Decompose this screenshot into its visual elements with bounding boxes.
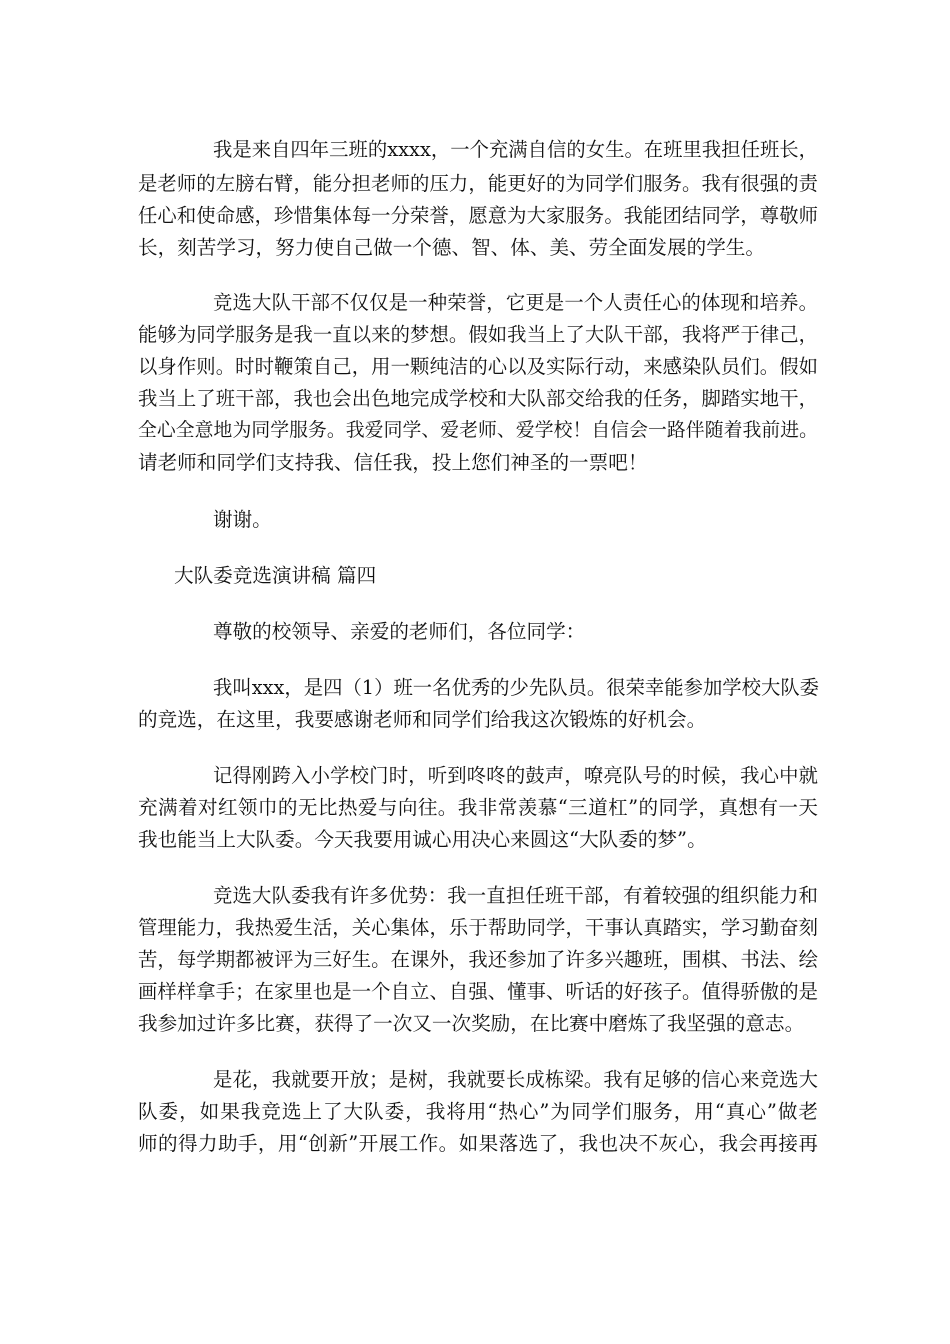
paragraph-4-line-3: 我也能当上大队委。今天我要用诚心用决心来圆这“大队委的梦”。 [138, 828, 707, 851]
paragraph-1-line-1: 我是来自四年三班的xxxx，一个充满自信的女生。在班里我担任班长， [213, 138, 818, 161]
paragraph-4-line-2: 充满着对红领巾的无比热爱与向往。我非常羡慕“三道杠”的同学，真想有一天 [138, 796, 818, 819]
salutation-line: 尊敬的校领导、亲爱的老师们，各位同学： [213, 620, 586, 643]
paragraph-2-line-3: 以身作则。时时鞭策自己，用一颗纯洁的心以及实际行动，来感染队员们。假如 [138, 355, 818, 378]
paragraph-5-line-1: 竞选大队委我有许多优势：我一直担任班干部，有着较强的组织能力和 [213, 884, 818, 907]
paragraph-3-line-1: 我叫xxx，是四（1）班一名优秀的少先队员。很荣幸能参加学校大队委 [213, 676, 820, 699]
paragraph-5-line-3: 苦，每学期都被评为三好生。在课外，我还参加了许多兴趣班，围棋、书法、绘 [138, 948, 818, 971]
paragraph-1-line-2: 是老师的左膀右臂，能分担老师的压力，能更好的为同学们服务。我有很强的责 [138, 172, 818, 195]
paragraph-2-line-1: 竞选大队干部不仅仅是一种荣誉，它更是一个人责任心的体现和培养。 [213, 291, 818, 314]
paragraph-2-line-6: 请老师和同学们支持我、信任我，投上您们神圣的一票吧！ [138, 451, 648, 474]
paragraph-6-line-3: 师的得力助手，用“创新”开展工作。如果落选了，我也决不灰心，我会再接再 [138, 1132, 818, 1155]
paragraph-5-line-4: 画样样拿手；在家里也是一个自立、自强、懂事、听话的好孩子。值得骄傲的是 [138, 980, 818, 1003]
paragraph-5-line-2: 管理能力，我热爱生活，关心集体，乐于帮助同学，干事认真踏实，学习勤奋刻 [138, 916, 818, 939]
paragraph-3-line-2: 的竞选，在这里，我要感谢老师和同学们给我这次锻炼的好机会。 [138, 708, 707, 731]
section-heading: 大队委竞选演讲稿 篇四 [174, 564, 377, 587]
paragraph-4-line-1: 记得刚跨入小学校门时，听到咚咚的鼓声，嘹亮队号的时候，我心中就 [213, 764, 818, 787]
paragraph-2-line-4: 我当上了班干部，我也会出色地完成学校和大队部交给我的任务，脚踏实地干， [138, 387, 818, 410]
paragraph-5-line-5: 我参加过许多比赛，获得了一次又一次奖励，在比赛中磨炼了我坚强的意志。 [138, 1012, 805, 1035]
thanks-line: 谢谢。 [213, 508, 272, 531]
paragraph-1-line-4: 长，刻苦学习，努力使自己做一个德、智、体、美、劳全面发展的学生。 [138, 236, 765, 259]
paragraph-6-line-1: 是花，我就要开放；是树，我就要长成栋梁。我有足够的信心来竞选大 [213, 1068, 818, 1091]
paragraph-2-line-2: 能够为同学服务是我一直以来的梦想。假如我当上了大队干部，我将严于律己， [138, 323, 818, 346]
paragraph-2-line-5: 全心全意地为同学服务。我爱同学、爱老师、爱学校！自信会一路伴随着我前进。 [138, 420, 818, 441]
paragraph-6-line-2: 队委，如果我竞选上了大队委，我将用“热心”为同学们服务，用“真心”做老 [138, 1100, 818, 1123]
paragraph-1-line-3: 任心和使命感，珍惜集体每一分荣誉，愿意为大家服务。我能团结同学，尊敬师 [138, 204, 818, 227]
